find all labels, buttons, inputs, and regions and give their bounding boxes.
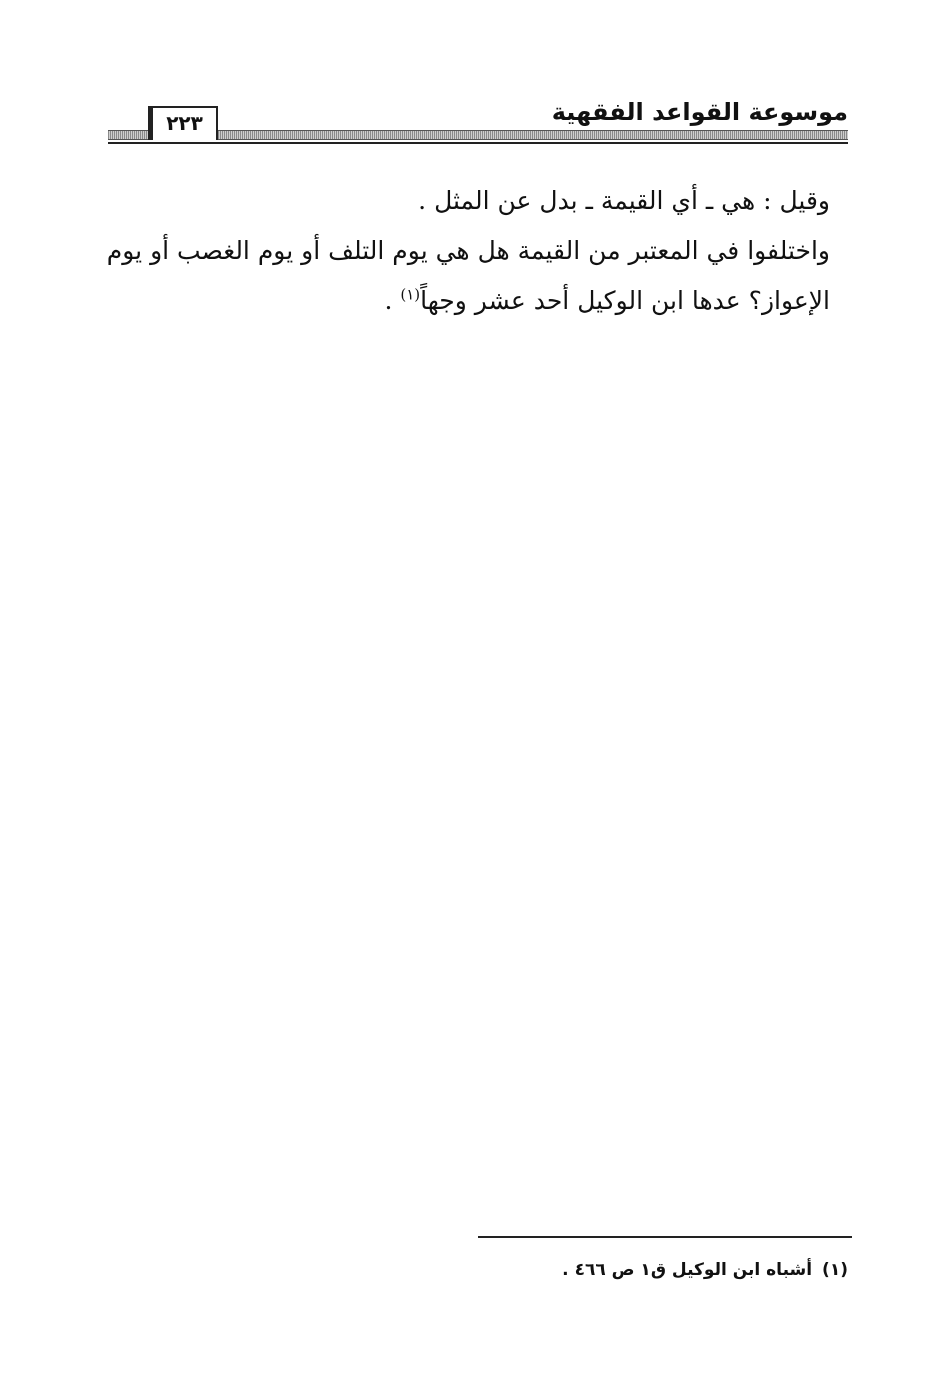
footnote-number: (١) xyxy=(822,1260,848,1280)
main-text xyxy=(100,176,830,326)
paragraph-2-end: . xyxy=(384,286,401,315)
footnote-text: أشباه ابن الوكيل ق١ ص ٤٦٦ . xyxy=(562,1260,813,1280)
page-number: ٢٢٣ xyxy=(148,106,218,140)
paragraph-2 xyxy=(100,226,830,326)
header-underline xyxy=(108,142,848,144)
book-title: موسوعة القواعد الفقهية xyxy=(551,98,848,126)
footnote-separator xyxy=(478,1236,852,1238)
header-decorative-rule xyxy=(108,130,848,140)
footnote-reference[interactable]: (١) xyxy=(400,285,421,304)
paragraph-1: وقيل : هي ـ أي القيمة ـ بدل عن المثل . xyxy=(418,186,830,215)
page-header xyxy=(108,96,848,148)
paragraph-2-text: واختلفوا في المعتبر من القيمة هل هي يوم التلف أو يوم الغصب أو يوم الإعواز؟ عدها ابن الوكيل أحد عشر وجهاً xyxy=(106,236,830,315)
footnote xyxy=(562,1256,848,1284)
